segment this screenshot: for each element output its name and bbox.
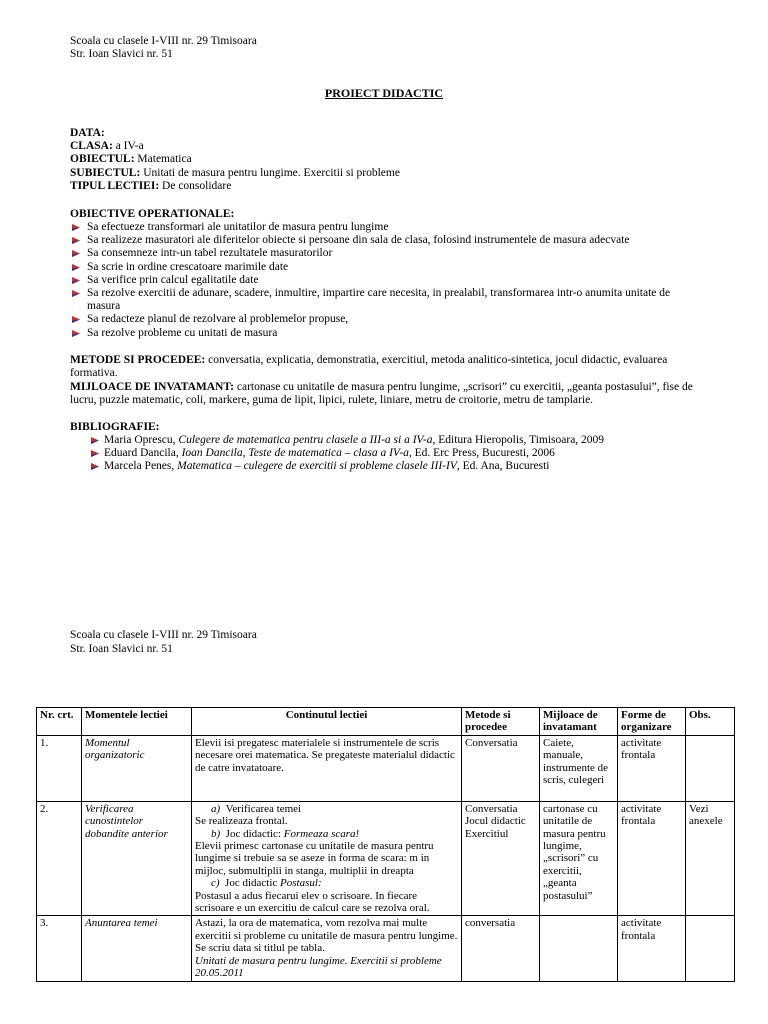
cell-methods: Conversatia [462,735,540,801]
content-step-a: a) Verificarea temei [211,802,302,815]
bibliography-list [90,434,604,474]
col-header-obs: Obs. [686,708,735,736]
school-name: Scoala cu clasele I-VIII nr. 29 Timisoara [70,629,257,641]
cell-forms: activitate frontala [618,801,686,916]
cell-obs: Vezi anexele [686,801,735,916]
col-header-metode: Metode si procedee [462,708,540,736]
objective-item: Sa consemneze intr-un tabel rezultatele masuratorilor [70,247,700,260]
content-step-b: b) Joc didactic: Formeaza scara! [211,827,360,840]
content-written-title: Unitati de masura pentru lungime. Exercitii si probleme 20.05.2011 [195,954,442,980]
methods-paragraph: METODE SI PROCEDEE: conversatia, explicatia, demonstratia, exercitiul, metoda analitico-sintetica, jocul didactic, evaluarea formativa. [70,354,668,380]
cell-nr: 1. [37,735,82,801]
arrow-bullet-icon [71,236,82,245]
info-obiectul: OBIECTUL: Matematica [70,153,192,166]
col-header-continutul: Continutul lectiei [192,708,462,736]
objective-item: Sa redacteze planul de rezolvare al problemelor propuse, [70,313,700,326]
school-header [70,35,257,61]
cell-nr: 3. [37,916,82,981]
objective-item: Sa efectueze transformari ale unitatilor de masura pentru lungime [70,221,700,234]
arrow-bullet-icon [71,249,82,258]
content-line: Se scriu data si titlul pe tabla. [195,942,325,955]
arrow-bullet-icon [90,462,101,471]
arrow-bullet-icon [71,223,82,232]
cell-obs [686,735,735,801]
col-header-nr: Nr. crt. [37,708,82,736]
bibliography-item: Marcela Penes, Matematica – culegere de exercitii si probleme clasele III-IV, Ed. Ana, Bucuresti [90,460,604,473]
arrow-bullet-icon [71,329,82,338]
info-clasa: CLASA: a IV-a [70,140,144,153]
cell-content [192,801,462,916]
cell-moment: Verificarea cunostintelor dobandite anterior [82,801,192,916]
content-step-a-desc: Se realizeaza frontal. [195,815,288,828]
bibliography-item: Eduard Dancila, Ioan Dancila, Teste de matematica – clasa a IV-a, Ed. Erc Press, Bucuresti, 2006 [90,447,604,460]
info-subiectul: SUBIECTUL: Unitati de masura pentru lungime. Exercitii si probleme [70,166,400,179]
cell-means: Caiete, manuale, instrumente de scris, culegeri [540,735,618,801]
col-header-mijloace: Mijloace de invatamant [540,708,618,736]
cell-forms: activitate frontala [618,735,686,801]
content-line: Astazi, la ora de matematica, vom rezolva mai multe exercitii si probleme cu unitatile de masura pentru lungime. [195,917,458,942]
table-header-row [37,708,735,736]
objective-item: Sa verifice prin calcul egalitatile date [70,274,700,287]
arrow-bullet-icon [71,263,82,272]
document-title: PROIECT DIDACTIC [324,86,444,100]
means-paragraph: MIJLOACE DE INVATAMANT: cartonase cu unitatile de masura pentru lungime, „scrisori” cu exercitii, „geanta postasului”, fise de lucru, puzzle matematic, coli, markere, guma de lipit, lipici, rulete, liniare, metru de croitorie, metru de tamplarie. [70,381,693,407]
school-header-2 [70,629,257,656]
objective-item: Sa scrie in ordine crescatoare marimile date [70,261,700,274]
objective-item: Sa realizeze masuratori ale diferitelor obiecte si persoane din sala de clasa, folosind instrumentele de masura adecvate [70,234,700,247]
cell-means [540,916,618,981]
cell-content [192,916,462,981]
lesson-info [70,127,400,193]
arrow-bullet-icon [71,315,82,324]
school-address: Str. Ioan Slavici nr. 51 [70,48,173,61]
info-tipul: TIPUL LECTIEI: De consolidare [70,179,232,192]
objectives-list [70,221,700,340]
table-row [37,916,735,981]
table-row [37,735,735,801]
lesson-table [36,707,735,982]
arrow-bullet-icon [71,289,82,298]
arrow-bullet-icon [90,449,101,458]
school-name: Scoala cu clasele I-VIII nr. 29 Timisoara [70,35,257,47]
cell-content: Elevii isi pregatesc materialele si instrumentele de scris necesare orei matematica. Se pregateste materialul didactic de catre invatatoare. [192,735,462,801]
content-step-b-desc: Elevii primesc cartonase cu unitatile de masura pentru lungime si trebuie sa se aseze in forma de scara: m in mijloc, submultiplii in stanga, multiplii in dreapta [195,840,434,877]
objective-item: Sa rezolve probleme cu unitati de masura [70,327,700,340]
cell-methods: conversatia [462,916,540,981]
table-row [37,801,735,916]
arrow-bullet-icon [90,436,101,445]
objectives-heading: OBIECTIVE OPERATIONALE: [70,208,235,220]
cell-obs [686,916,735,981]
col-header-forme: Forme de organizare [618,708,686,736]
info-data: DATA: [70,127,105,139]
col-header-momentele: Momentele lectiei [82,708,192,736]
school-address: Str. Ioan Slavici nr. 51 [70,643,173,656]
cell-forms: activitate frontala [618,916,686,981]
content-step-c-desc: Postasul a adus fiecarui elev o scrisoare. In fiecare scrisoare e un exercitiu de calcul care se rezolva oral. [195,889,430,915]
cell-nr: 2. [37,801,82,916]
arrow-bullet-icon [71,276,82,285]
bibliography-item: Maria Oprescu, Culegere de matematica pentru clasele a III-a si a IV-a, Editura Hieropolis, Timisoara, 2009 [90,434,604,447]
content-step-c: c) Joc didactic Postasul: [211,877,322,890]
bibliography-heading: BIBLIOGRAFIE: [70,421,160,433]
cell-means: cartonase cu unitatile de masura pentru lungime, „scrisori” cu exercitii, „geanta postasului” [540,801,618,916]
cell-moment: Momentul organizatoric [82,735,192,801]
objective-item: Sa rezolve exercitii de adunare, scadere, inmultire, impartire care necesita, in prealabil, transformarea intr-o anumita unitate de masura [70,287,700,313]
cell-moment: Anuntarea temei [82,916,192,981]
cell-methods: Conversatia Jocul didactic Exercitiul [462,801,540,916]
